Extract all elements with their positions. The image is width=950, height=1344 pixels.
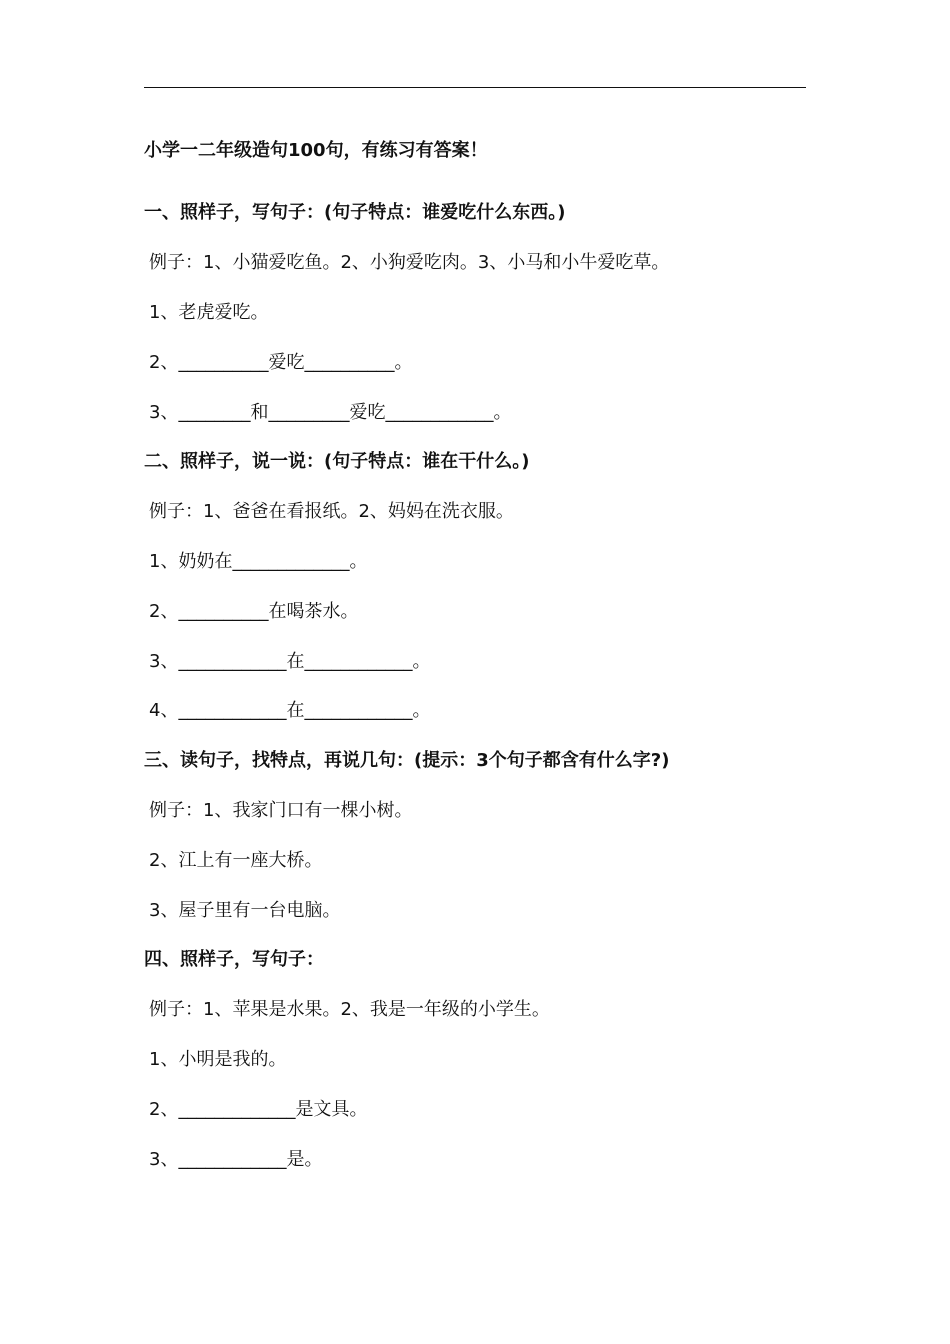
- section-1-item-2: 2、__________爱吃__________。: [149, 352, 413, 373]
- section-2-example: 例子：1、爸爸在看报纸。2、妈妈在洗衣服。: [149, 501, 514, 522]
- section-4-example: 例子：1、苹果是水果。2、我是一年级的小学生。: [149, 999, 550, 1020]
- document-title: 小学一二年级造句100句，有练习有答案！: [144, 140, 488, 161]
- section-4-item-2: 2、_____________是文具。: [149, 1099, 368, 1120]
- section-1-example: 例子：1、小猫爱吃鱼。2、小狗爱吃肉。3、小马和小牛爱吃草。: [149, 252, 670, 273]
- section-2-heading: 二、照样子，说一说：(句子特点：谁在干什么。): [144, 451, 530, 472]
- section-1-item-3: 3、________和_________爱吃____________。: [149, 402, 512, 423]
- section-3-item-2: 3、屋子里有一台电脑。: [149, 900, 341, 921]
- section-3-heading: 三、读句子，找特点，再说几句：(提示：3个句子都含有什么字?): [144, 750, 670, 771]
- section-1-item-1: 1、老虎爱吃。: [149, 302, 269, 323]
- section-1-heading: 一、照样子，写句子：(句子特点：谁爱吃什么东西。): [144, 202, 566, 223]
- section-4-heading: 四、照样子，写句子：: [144, 949, 324, 970]
- section-4-item-1: 1、小明是我的。: [149, 1049, 287, 1070]
- section-4-item-3: 3、____________是。: [149, 1149, 323, 1170]
- section-3-example: 例子：1、我家门口有一棵小树。: [149, 800, 413, 821]
- header-rule: [144, 87, 806, 88]
- section-2-item-1: 1、奶奶在_____________。: [149, 551, 368, 572]
- section-2-item-2: 2、__________在喝茶水。: [149, 601, 359, 622]
- section-3-item-1: 2、江上有一座大桥。: [149, 850, 323, 871]
- section-2-item-3: 3、____________在____________。: [149, 651, 431, 672]
- section-2-item-4: 4、____________在____________。: [149, 700, 431, 721]
